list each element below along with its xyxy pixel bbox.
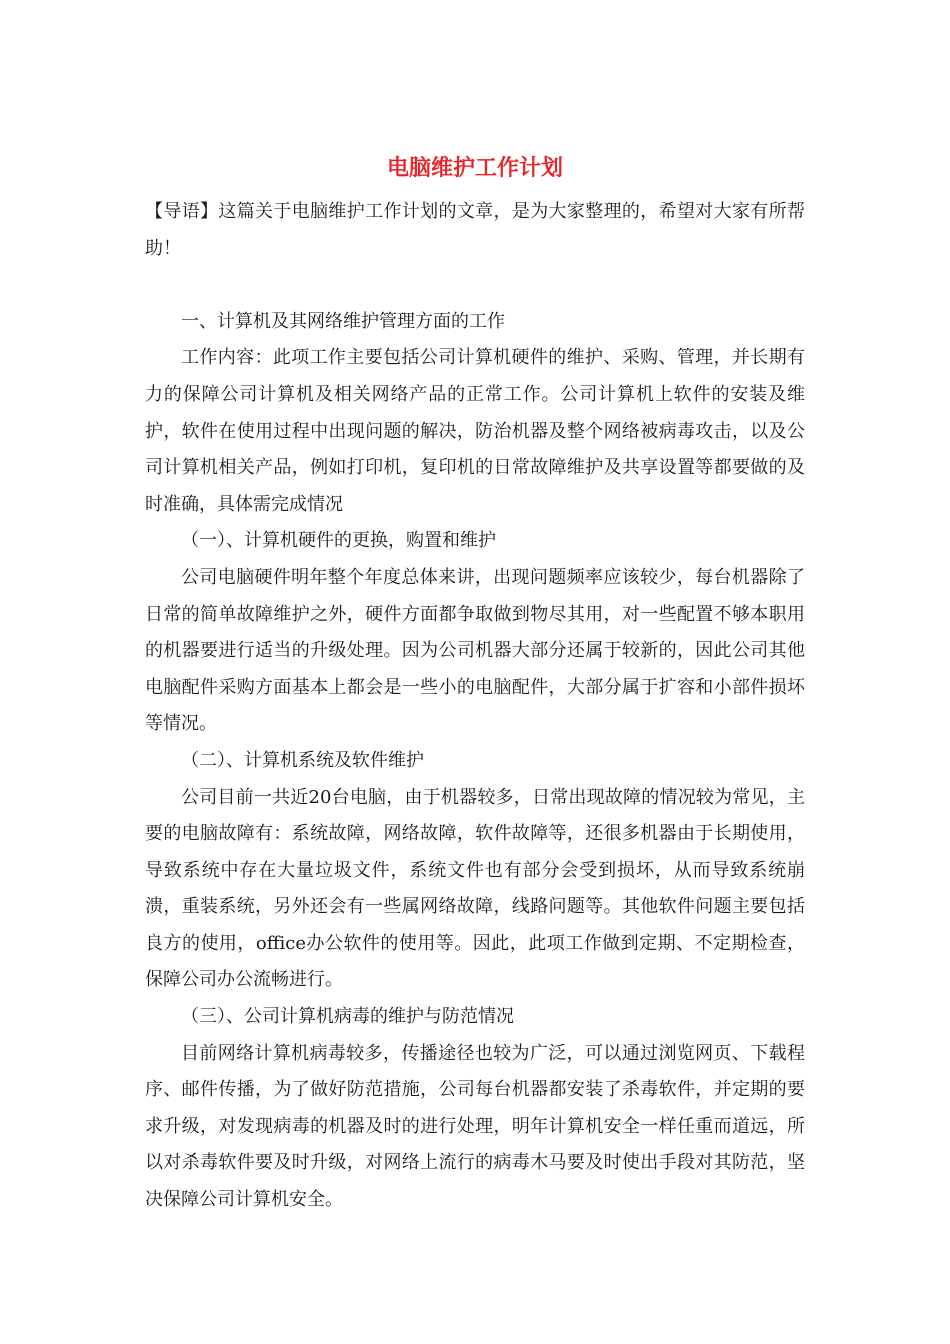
document-body [145, 194, 805, 1219]
subsection3-paragraph: 目前网络计算机病毒较多，传播途径也较为广泛，可以通过浏览网页、下载程序、邮件传播，为了做好防范措施，公司每台机器都安装了杀毒软件，并定期的要求升级，对发现病毒的机器及时的进行处理，明年计算机安全一样任重而道远，所以对杀毒软件要及时升级，对网络上流行的病毒木马要及时使出手段对其防范，坚决保障公司计算机安全。 [145, 1042, 805, 1211]
subsection2-heading: （二）、计算机系统及软件维护 [181, 749, 424, 771]
subsection1-paragraph: 公司电脑硬件明年整个年度总体来讲，出现问题频率应该较少，每台机器除了日常的简单故障维护之外，硬件方面都争取做到物尽其用，对一些配置不够本职用的机器要进行适当的升级处理。因为公司机器大部分还属于较新的，因此公司其他电脑配件采购方面基本上都会是一些小的电脑配件，大部分属于扩容和小部件损坏等情况。 [145, 566, 805, 735]
subsection3-heading: （三）、公司计算机病毒的维护与防范情况 [181, 1006, 514, 1028]
document-title: 电脑维护工作计划 [386, 155, 563, 181]
section1-paragraph: 工作内容：此项工作主要包括公司计算机硬件的维护、采购、管理，并长期有力的保障公司计算机及相关网络产品的正常工作。公司计算机上软件的安装及维护，软件在使用过程中出现问题的解决，防治机器及整个网络被病毒攻击，以及公司计算机相关产品，例如打印机，复印机的日常故障维护及共享设置等都要做的及时准确，具体需完成情况 [145, 347, 805, 515]
intro-paragraph: 【导语】这篇关于电脑维护工作计划的文章，是为大家整理的，希望对大家有所帮助！ [145, 201, 805, 259]
section1-heading: 一、计算机及其网络维护管理方面的工作 [181, 310, 505, 332]
subsection2-paragraph: 公司目前一共近20台电脑，由于机器较多，日常出现故障的情况较为常见，主要的电脑故障有：系统故障，网络故障，软件故障等，还很多机器由于长期使用，导致系统中存在大量垃圾文件，系统文件也有部分会受到损坏，从而导致系统崩溃，重装系统，另外还会有一些属网络故障，线路问题等。其他软件问题主要包括良方的使用，office办公软件的使用等。因此，此项工作做到定期、不定期检查，保障公司办公流畅进行。 [145, 786, 805, 991]
paragraph-spacer [145, 267, 805, 304]
subsection1-heading: （一）、计算机硬件的更换，购置和维护 [181, 530, 496, 552]
